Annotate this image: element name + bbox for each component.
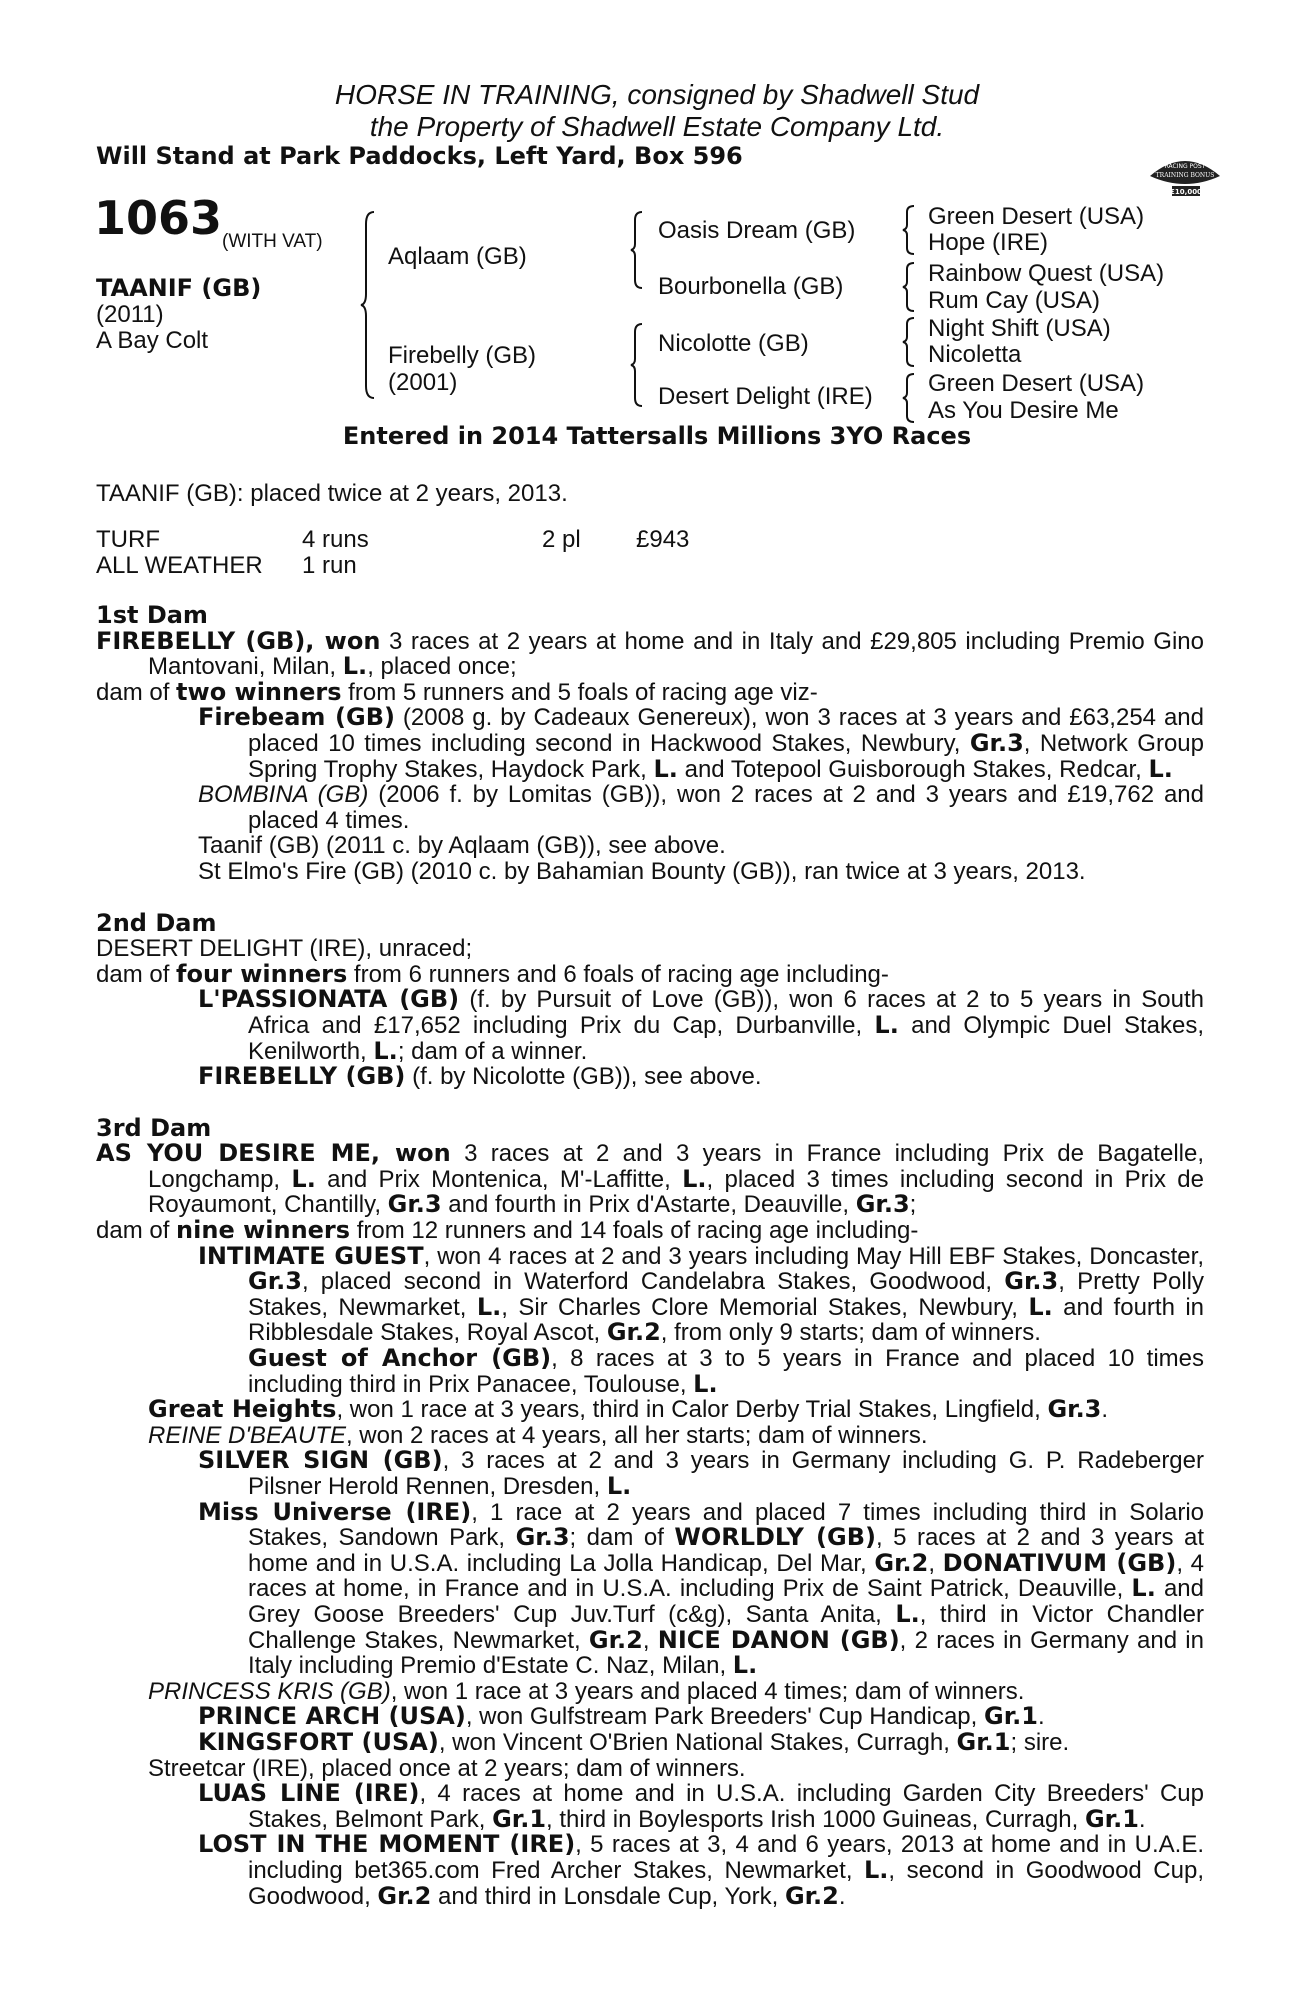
dam1-heading: 1st Dam	[96, 601, 208, 629]
race-summary: TAANIF (GB): placed twice at 2 years, 2013.	[96, 480, 568, 507]
gg-sss: Green Desert (USA)	[928, 203, 1145, 230]
dam-year: (2001)	[388, 369, 458, 396]
dam2-foal-lpassionata: L'PASSIONATA (GB) (f. by Pursuit of Love (GB)), won 6 races at 2 to 5 years in South Africa and £17,652 including Prix du Cap, Durbanville, L. and Olympic Duel Stakes, Kenilworth, L.; dam of a winner.	[198, 985, 1204, 1065]
gg-dss: Night Shift (USA)	[928, 315, 1111, 342]
dam-sire: Nicolotte (GB)	[658, 330, 809, 357]
aw-label: ALL WEATHER	[96, 552, 263, 579]
property-line: the Property of Shadwell Estate Company Ltd.	[369, 111, 945, 142]
dam3-luas-line: LUAS LINE (IRE), 4 races at home and in U.S.A. including Garden City Breeders' Cup Stakes, Belmont Park, Gr.1, third in Boylesports Irish 1000 Guineas, Curragh, Gr.1.	[198, 1779, 1205, 1833]
svg-text:TRAINING BONUS: TRAINING BONUS	[1155, 172, 1215, 179]
sire: Aqlaam (GB)	[388, 243, 527, 270]
dam3-heading: 3rd Dam	[96, 1113, 212, 1142]
dam3-princess-kris: PRINCESS KRIS (GB), won 1 race at 3 years and placed 4 times; dam of winners.	[148, 1677, 1025, 1705]
dam1-produce: dam of two winners from 5 runners and 5 foals of racing age viz-	[96, 677, 818, 706]
sire-dam: Bourbonella (GB)	[658, 273, 844, 300]
turf-earnings: £943	[636, 526, 690, 553]
pedigree-brace-1	[902, 204, 918, 256]
dam2-record: DESERT DELIGHT (IRE), unraced;	[96, 935, 473, 963]
gg-sds: Rainbow Quest (USA)	[928, 260, 1165, 287]
dam3-intimate-guest: INTIMATE GUEST, won 4 races at 2 and 3 years including May Hill EBF Stakes, Doncaster, Gr.3, placed second in Waterford Candelabra Stakes, Goodwood, Gr.3, Pretty Polly Stakes, Newmarket, L., Sir Charles Clore Memorial Stakes, Newbury, L. and fourth in Ribblesdale Stakes, Royal Ascot, Gr.2, from only 9 starts; dam of winners.	[198, 1241, 1204, 1347]
training-bonus-badge	[1148, 152, 1222, 198]
lot-number: 1063	[94, 191, 223, 245]
dam3-streetcar: Streetcar (IRE), placed once at 2 years; dam of winners.	[148, 1754, 746, 1782]
pedigree-brace-2	[902, 261, 918, 313]
pedigree-brace-main	[360, 210, 380, 400]
pedigree-brace-3	[902, 316, 918, 368]
gg-sdd: Rum Cay (USA)	[928, 287, 1101, 314]
consignment-line: HORSE IN TRAINING, consigned by Shadwell Stud	[334, 79, 980, 110]
stand-location: Will Stand at Park Paddocks, Left Yard, Box 596	[96, 142, 743, 170]
vat-note: (WITH VAT)	[222, 231, 323, 252]
gg-dds: Green Desert (USA)	[928, 370, 1145, 397]
dam2-foal-firebelly: FIREBELLY (GB) (f. by Nicolotte (GB)), see above.	[198, 1062, 762, 1091]
dam3-silver-sign: SILVER SIGN (GB), 3 races at 2 and 3 years in Germany including G. P. Radeberger Pilsner Herold Rennen, Dresden, L.	[198, 1446, 1204, 1500]
dam1-foal-taanif: Taanif (GB) (2011 c. by Aqlaam (GB)), see above.	[198, 832, 726, 860]
family-section	[96, 603, 1204, 1909]
race-entry: Entered in 2014 Tattersalls Millions 3YO Races	[342, 422, 972, 450]
dam1-record: FIREBELLY (GB), won 3 races at 2 years at home and in Italy and £29,805 including Premio Gino Mantovani, Milan, L., placed once;	[96, 626, 1205, 681]
turf-placings: 2 pl	[542, 526, 581, 553]
dam-dam: Desert Delight (IRE)	[658, 383, 873, 410]
dam3-prince-arch: PRINCE ARCH (USA), won Gulfstream Park Breeders' Cup Handicap, Gr.1.	[198, 1702, 1045, 1731]
pedigree-brace-4	[902, 372, 918, 424]
dam3-record: AS YOU DESIRE ME, won 3 races at 2 and 3 years in France including Prix de Bagatelle, Longchamp, L. and Prix Montenica, M'-Laffitte, L., placed 3 times including second in Prix de Royaumont, Chantilly, Gr.3 and fourth in Prix d'Astarte, Deauville, Gr.3;	[96, 1139, 1204, 1219]
turf-label: TURF	[96, 526, 160, 553]
dam3-reine: REINE D'BEAUTE, won 2 races at 4 years, all her starts; dam of winners.	[148, 1421, 928, 1449]
sire-sire: Oasis Dream (GB)	[658, 217, 856, 244]
dam2-heading: 2nd Dam	[96, 908, 217, 937]
dam1-foal-bombina: BOMBINA (GB) (2006 f. by Lomitas (GB)), won 2 races at 2 and 3 years and £19,762 and placed 4 times.	[198, 781, 1205, 834]
horse-name: TAANIF (GB)	[96, 274, 262, 302]
gg-ssd: Hope (IRE)	[928, 229, 1049, 256]
horse-description: A Bay Colt	[96, 327, 209, 354]
svg-text:RACING POST: RACING POST	[1164, 163, 1206, 170]
dam2-produce: dam of four winners from 6 runners and 6 foals of racing age including-	[96, 959, 889, 988]
dam3-produce: dam of nine winners from 12 runners and 14 foals of racing age including-	[96, 1216, 919, 1245]
dam1-foal-stelmo: St Elmo's Fire (GB) (2010 c. by Bahamian Bounty (GB)), ran twice at 3 years, 2013.	[198, 857, 1086, 885]
dam3-miss-universe: Miss Universe (IRE), 1 race at 2 years and placed 7 times including third in Solario Stakes, Sandown Park, Gr.3; dam of WORLDLY (GB), 5 races at 2 and 3 years at home and in U.S.A. including La Jolla Handicap, Del Mar, Gr.2, DONATIVUM (GB), 4 races at home, in France and in U.S.A. including Prix de Saint Patrick, Deauville, L. and Grey Goose Breeders' Cup Juv.Turf (c&g), Santa Anita, L., third in Victor Chandler Challenge Stakes, Newmarket, Gr.2, NICE DANON (GB), 2 races in Germany and in Italy including Premio d'Estate C. Naz, Milan, L.	[198, 1497, 1205, 1680]
turf-runs: 4 runs	[302, 526, 369, 553]
dam: Firebelly (GB)	[388, 342, 537, 369]
gg-dsd: Nicoletta	[928, 341, 1022, 368]
dam3-kingsfort: KINGSFORT (USA), won Vincent O'Brien National Stakes, Curragh, Gr.1; sire.	[198, 1727, 1070, 1756]
pedigree-brace-dam	[630, 322, 646, 408]
aw-runs: 1 run	[302, 552, 357, 579]
dam3-guest-of-anchor: Guest of Anchor (GB), 8 races at 3 to 5 years in France and placed 10 times including third in Prix Panacee, Toulouse, L.	[248, 1344, 1204, 1398]
dam3-great-heights: Great Heights, won 1 race at 3 years, third in Calor Derby Trial Stakes, Lingfield, Gr.3.	[148, 1395, 1109, 1424]
dam3-lost-in-the-moment: LOST IN THE MOMENT (IRE), 5 races at 3, 4 and 6 years, 2013 at home and in U.A.E. including bet365.com Fred Archer Stakes, Newmarket, L., second in Goodwood Cup, Goodwood, Gr.2 and third in Lonsdale Cup, York, Gr.2.	[198, 1830, 1205, 1910]
pedigree-brace-sire	[630, 210, 646, 290]
gg-ddd: As You Desire Me	[928, 397, 1119, 424]
svg-text:£10,000: £10,000	[1170, 188, 1202, 196]
dam1-foal-firebeam: Firebeam (GB) (2008 g. by Cadeaux Genereux), won 3 races at 3 years and £63,254 and placed 10 times including second in Hackwood Stakes, Newbury, Gr.3, Network Group Spring Trophy Stakes, Haydock Park, L. and Totepool Guisborough Stakes, Redcar, L.	[198, 703, 1204, 783]
foaling-year: (2011)	[96, 301, 164, 328]
